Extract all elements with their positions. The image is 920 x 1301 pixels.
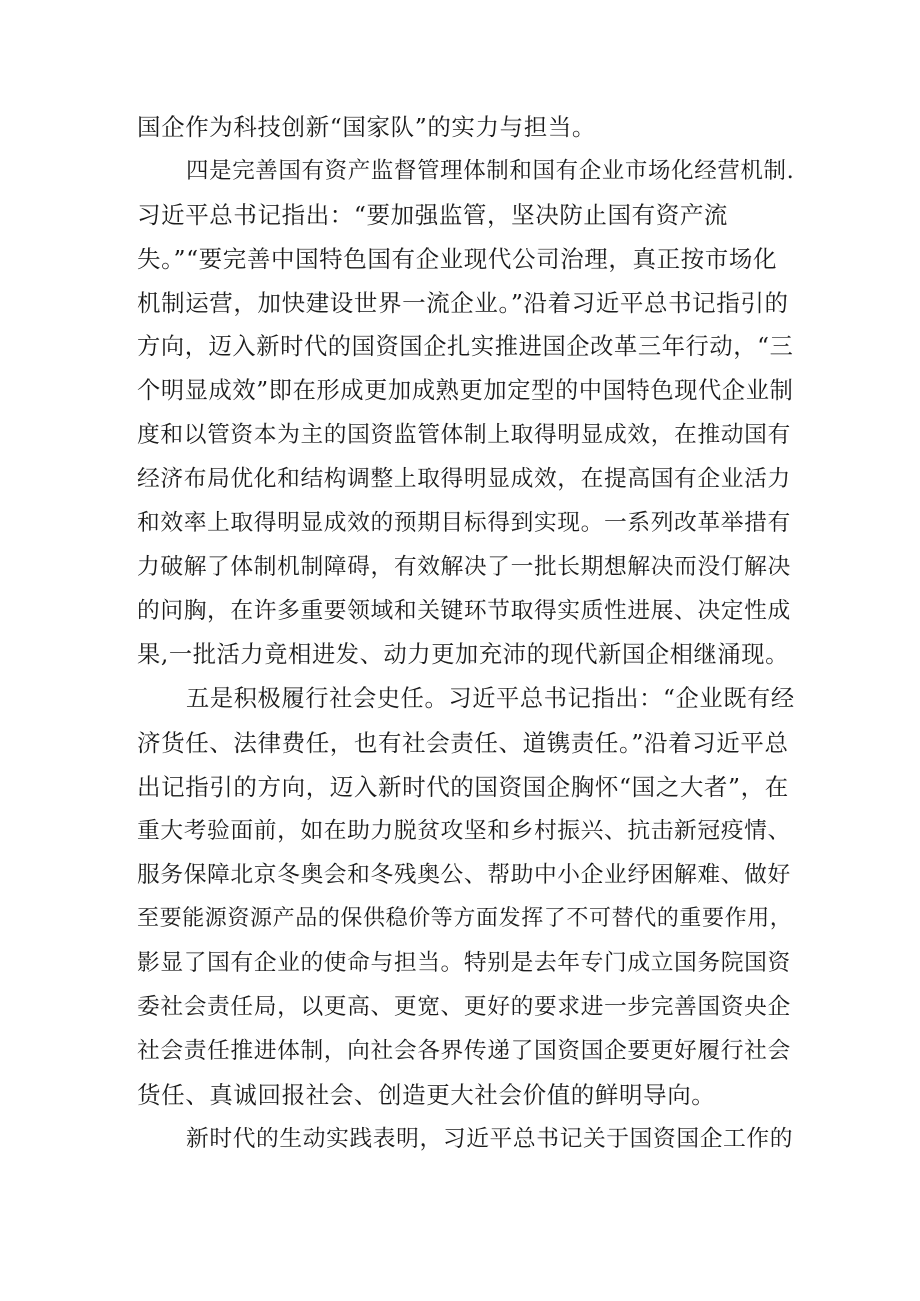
text-line: 度和以管资本为主的国资监管体制上取得明显成效，在推动国有: [137, 422, 791, 448]
paragraph-4-first-line: 四是完善国有资产监督管理体制和国有企业市场化经营机制.: [186, 158, 795, 184]
text-line: 济货任、法律费任，也有社会责任、道镌责任。”沿着习近平总: [137, 729, 789, 757]
text-line: 和效率上取得明显成效的预期目标得到实现。一系列改革举措有: [137, 510, 791, 536]
text-line: 习近平总书记指出：“要加强监管，坚决防止国有资产流: [137, 201, 729, 229]
paragraph-5-first-line: 五是积极履行社会史任。习近平总书记指出：“企业既有经: [186, 685, 795, 712]
text-line: 方向，迈入新时代的国资国企扎实推进国企改革三年行动，“三: [137, 333, 794, 360]
text-line: 货任、真诚回报社会、创造更大社会价值的鲜明导向。: [137, 1081, 716, 1109]
text-line: 至要能源资源产品的保供稳价等方面发挥了不可替代的重要作用，: [137, 906, 793, 931]
text-line: 失。”“要完善中国特色国有企业现代公司治理，真正按市场化: [137, 245, 778, 273]
text-line: 社会责任推进体制，向社会各界传递了国资国企要更好履行社会: [137, 1038, 791, 1064]
text-line: 果,一批活力竟相进发、动力更加充沛的现代新国企相继涌现。: [137, 641, 789, 668]
text-line: 经济布局优化和结构调整上取得明显成效，在提高国有企业活力: [137, 466, 791, 492]
text-line: 出记指引的方向，迈入新时代的国资国企胸怀“国之大者”，在: [137, 773, 789, 801]
paragraph-6-first-line: 新时代的生动实践表明，习近平总书记关于国资国企工作的: [186, 1126, 794, 1152]
text-line: 重大考验面前，如在助力脱贫攻坚和乡村振兴、抗击新冠疫情、: [137, 818, 791, 844]
text-line: 个明显成效”即在形成更加成熟更加定型的中国特色现代企业制: [137, 377, 794, 404]
text-line: 委社会责任局，以更高、更宽、更好的要求进一步完善国资央企: [137, 994, 791, 1020]
text-line: 影显了国有企业的使命与担当。特别是去年专门成立国务院国资: [137, 950, 791, 976]
text-line: 的问胸，在许多重要领域和关键环节取得实质性进展、决定性成: [137, 598, 791, 624]
text-line: 力破解了体制机制障碍，有效解决了一批长期想解决而没仃解决: [137, 554, 791, 580]
text-line: 国企作为科技创新“国家队”的实力与担当。: [137, 113, 597, 141]
text-line: 服务保障北京冬奥会和冬残奥公、帮助中小企业纾困解难、做好: [137, 862, 791, 888]
text-line: 机制运营，加快建设世界一流企业。”沿着习近平总书记指引的: [137, 289, 789, 317]
